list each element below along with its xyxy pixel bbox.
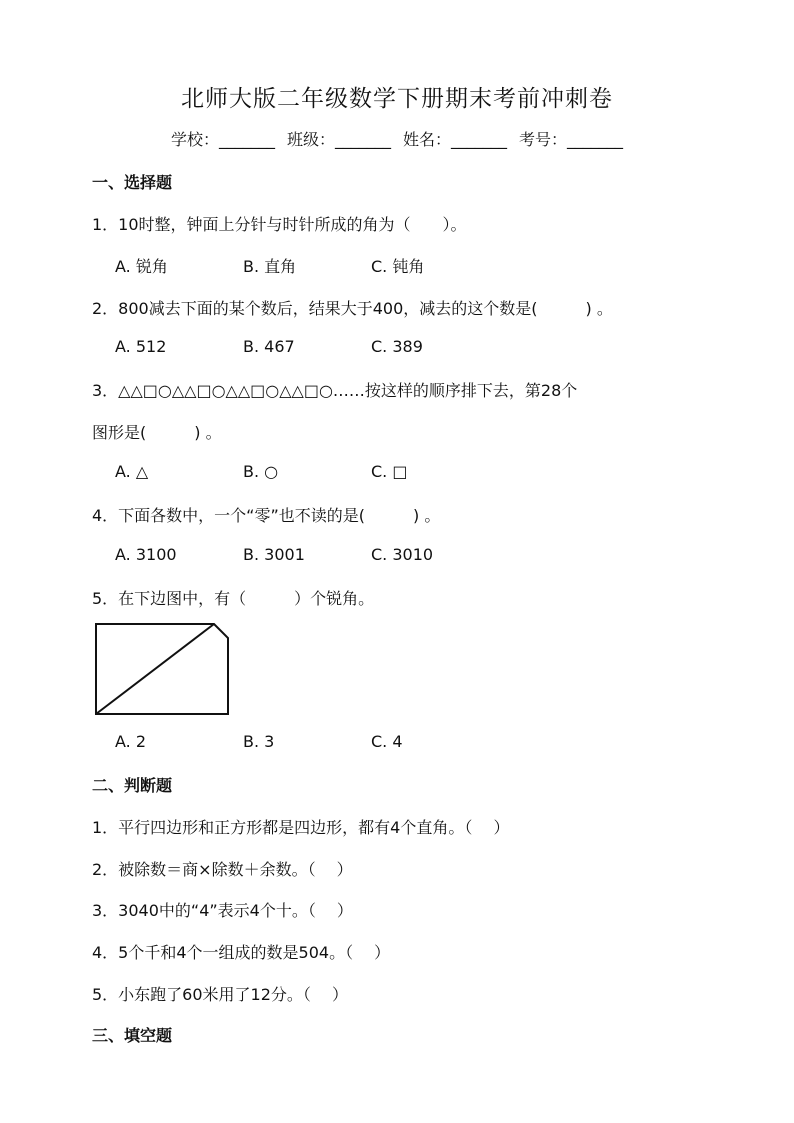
section-heading-choice: 一、选择题	[92, 173, 173, 192]
judgment-5: 5．小东跑了60米用了12分。（ ）	[92, 985, 348, 1004]
pentagon-figure	[92, 620, 232, 720]
student-info-row	[0, 127, 794, 150]
option-a: A. 2	[115, 732, 147, 751]
judgment-3: 3．3040中的“4”表示4个十。（ ）	[92, 901, 353, 920]
judgment-2: 2．被除数＝商×除数＋余数。（ ）	[92, 860, 353, 879]
judgment-1: 1．平行四边形和正方形都是四边形，都有4个直角。（ ）	[92, 818, 510, 837]
section-heading-judgment: 二、判断题	[92, 776, 173, 795]
option-a: A. 512	[115, 337, 167, 356]
option-b: B. 467	[243, 337, 295, 356]
section-heading-fill-in: 三、填空题	[92, 1026, 173, 1045]
pentagon-outline	[96, 624, 228, 714]
option-a: A. 锐角	[115, 257, 168, 276]
question-5-text: 5．在下边图中，有（ ）个锐角。	[92, 589, 375, 608]
class-field: 班级：_______	[286, 130, 391, 149]
option-b: B. 直角	[243, 257, 297, 276]
option-c: C. 4	[371, 732, 403, 751]
question-2-text: 2．800减去下面的某个数后，结果大于400，减去的这个数是( ) 。	[92, 299, 613, 318]
option-c: C. 3010	[371, 545, 434, 564]
option-a: A. 3100	[115, 545, 177, 564]
number-field: 考号：_______	[519, 130, 624, 149]
option-c: C. 钝角	[371, 257, 425, 276]
name-field: 姓名：_______	[403, 130, 508, 149]
question-4-text: 4．下面各数中，一个“零”也不读的是( ) 。	[92, 506, 441, 525]
question-3-text-continued: 图形是( ) 。	[92, 423, 222, 442]
option-a: A. △	[115, 462, 149, 481]
question-3-text: 3．△△□○△△□○△△□○△△□○……按这样的顺序排下去，第28个	[92, 381, 578, 400]
option-c: C. 389	[371, 337, 423, 356]
option-b: B. 3	[243, 732, 275, 751]
diagonal-line	[96, 624, 214, 714]
school-field: 学校：_______	[170, 130, 275, 149]
judgment-4: 4．5个千和4个一组成的数是504。（ ）	[92, 943, 391, 962]
option-b: B. ○	[243, 462, 279, 481]
question-1-text: 1．10时整，钟面上分针与时针所成的角为（ ）。	[92, 215, 467, 234]
option-b: B. 3001	[243, 545, 305, 564]
option-c: C. □	[371, 462, 408, 481]
page-title: 北师大版二年级数学下册期末考前冲刺卷	[181, 86, 613, 112]
